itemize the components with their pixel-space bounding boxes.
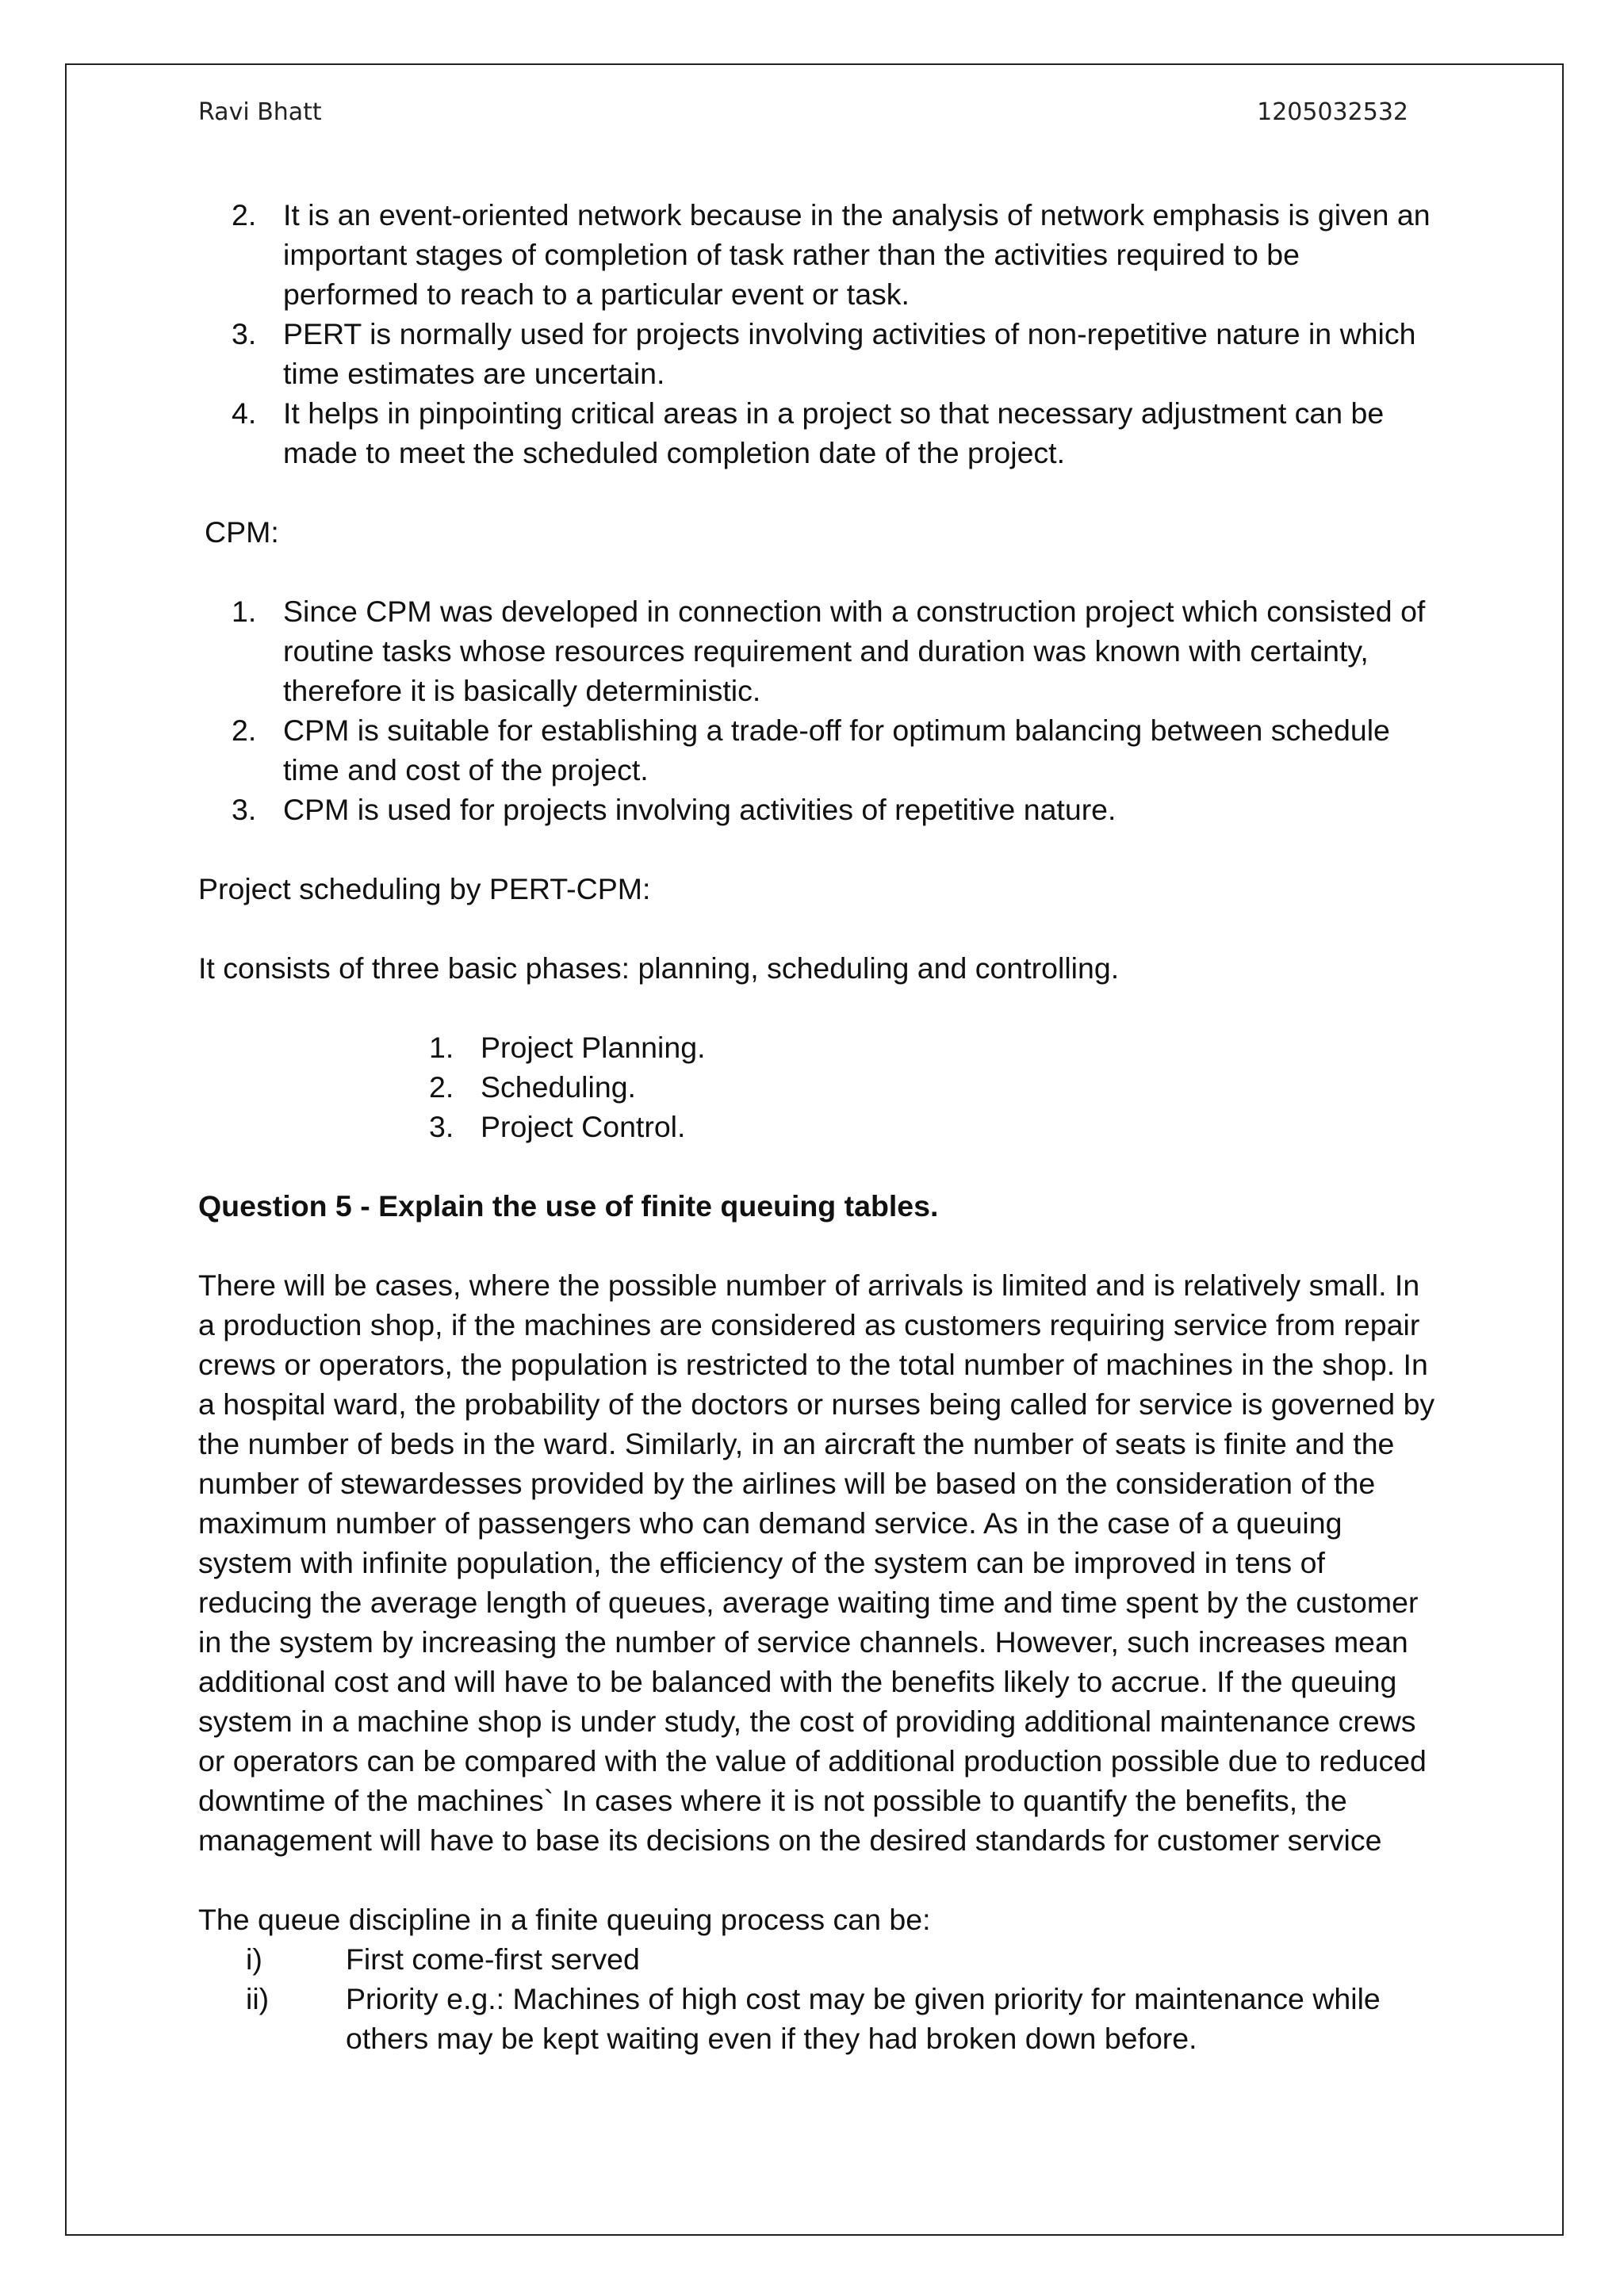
list-text: First come-first served: [346, 1942, 640, 1976]
phases-list: [198, 1027, 1435, 1146]
list-item: [198, 1939, 1435, 1979]
list-item: [198, 1067, 1435, 1107]
list-item: [198, 393, 1435, 473]
list-item: [198, 1027, 1435, 1067]
scheduling-heading: Project scheduling by PERT-CPM:: [198, 872, 651, 905]
list-number: 3.: [232, 317, 257, 350]
queue-discipline-intro: The queue discipline in a finite queuing process can be:: [198, 1903, 931, 1936]
list-number: 2.: [429, 1070, 454, 1104]
list-number: 1.: [232, 595, 257, 628]
list-text: PERT is normally used for projects involving activities of non-repetitive nature in which time estimates are uncertain.: [283, 317, 1416, 390]
list-text: It helps in pinpointing critical areas in a project so that necessary adjustment can be made to meet the scheduled completion date of the project.: [283, 396, 1385, 469]
header-student-id: 1205032532: [1257, 98, 1408, 126]
header-author-name: Ravi Bhatt: [198, 98, 322, 126]
list-number: 3.: [429, 1110, 454, 1143]
list-number: ii): [246, 1982, 270, 2015]
list-number: 4.: [232, 396, 257, 430]
scheduling-intro: It consists of three basic phases: planning, scheduling and controlling.: [198, 951, 1120, 985]
list-item: [198, 195, 1435, 314]
list-number: 1.: [429, 1031, 454, 1064]
list-text: Project Planning.: [481, 1031, 706, 1064]
cpm-points-list: [198, 591, 1435, 829]
list-item: [198, 790, 1435, 829]
list-item: [198, 1979, 1435, 2058]
list-text: CPM is suitable for establishing a trade-off for optimum balancing between schedule time and cost of the project.: [283, 714, 1390, 786]
list-number: 3.: [232, 793, 257, 826]
queue-discipline-list: [198, 1939, 1435, 2058]
list-number: i): [246, 1942, 262, 1976]
list-item: [198, 710, 1435, 790]
list-number: 2.: [232, 198, 257, 232]
list-text: It is an event-oriented network because in the analysis of network emphasis is given an important stages of completion of task rather than the activities required to be performed to reach to a particular event or task.: [283, 198, 1431, 311]
pert-points-list: [198, 195, 1435, 473]
list-text: Priority e.g.: Machines of high cost may be given priority for maintenance while others may be kept waiting even if they had broken down before.: [346, 1982, 1381, 2055]
list-text: Project Control.: [481, 1110, 686, 1143]
list-item: [198, 1107, 1435, 1146]
list-number: 2.: [232, 714, 257, 747]
list-text: Scheduling.: [481, 1070, 636, 1104]
list-item: [198, 314, 1435, 393]
question-heading: Question 5 - Explain the use of finite queuing tables.: [198, 1189, 939, 1223]
question-paragraph: There will be cases, where the possible number of arrivals is limited and is relatively small. In a production shop, if the machines are considered as customers requiring service from repair crews or operators, the population is restricted to the total number of machines in the shop. In a hospital ward, the probability of the doctors or nurses being called for service is governed by the number of beds in the ward. Similarly, in an aircraft the number of seats is finite and the number of stewardesses provided by the airlines will be based on the consideration of the maximum number of passengers who can demand service. As in the case of a queuing system with infinite population, the efficiency of the system can be improved in tens of reducing the average length of queues, average waiting time and time spent by the customer in the system by increasing the number of service channels. However, such increases mean additional cost and will have to be balanced with the benefits likely to accrue. If the queuing system in a machine shop is under study, the cost of providing additional maintenance crews or operators can be compared with the value of additional production possible due to reduced downtime of the machines` In cases where it is not possible to quantify the benefits, the management will have to base its decisions on the desired standards for customer service: [198, 1269, 1435, 1857]
list-item: [198, 591, 1435, 710]
list-text: Since CPM was developed in connection with a construction project which consisted of routine tasks whose resources requirement and duration was known with certainty, therefore it is basically deterministic.: [283, 595, 1426, 707]
list-text: CPM is used for projects involving activities of repetitive nature.: [283, 793, 1116, 826]
document-body: [198, 195, 1435, 2058]
cpm-heading: CPM:: [205, 515, 279, 549]
